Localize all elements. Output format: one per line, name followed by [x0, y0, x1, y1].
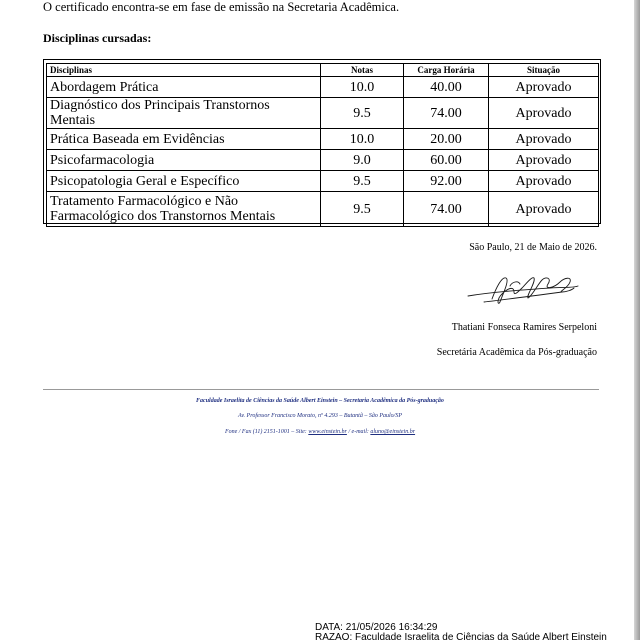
discipline-grade: 10.0	[321, 77, 404, 98]
table-row	[47, 77, 599, 98]
header-situacao: Situação	[489, 64, 599, 77]
signer-office: Secretária Acadêmica da Pós-graduação	[436, 347, 597, 358]
header-carga-horaria: Carga Horária	[404, 64, 489, 77]
discipline-hours: 20.00	[404, 129, 489, 150]
header-notas: Notas	[321, 64, 404, 77]
discipline-status: Aprovado	[489, 150, 599, 171]
discipline-hours: 40.00	[404, 77, 489, 98]
place-and-date: São Paulo, 21 de Maio de 2026.	[469, 242, 597, 253]
discipline-grade: 9.5	[321, 192, 404, 227]
table-row	[47, 171, 599, 192]
discipline-status: Aprovado	[489, 129, 599, 150]
discipline-name: Prática Baseada em Evidências	[47, 129, 321, 150]
signer-name: Thatiani Fonseca Ramires Serpeloni	[451, 322, 597, 333]
discipline-status: Aprovado	[489, 98, 599, 129]
discipline-hours: 92.00	[404, 171, 489, 192]
table-row	[47, 192, 599, 227]
footer-phone: Fone / Fax (11) 2151-1001 – Site:	[224, 429, 309, 435]
digital-signature-reason: RAZAO: Faculdade Israelita de Ciências da Saúde Albert Einstein	[315, 632, 607, 643]
discipline-hours: 60.00	[404, 150, 489, 171]
footer-email-link[interactable]: aluno@einstein.br	[370, 429, 416, 435]
header-disciplinas: Disciplinas	[47, 64, 321, 77]
digital-signature-date: DATA: 21/05/2026 16:34:29	[315, 622, 438, 633]
table-row	[47, 98, 599, 129]
discipline-grade: 9.5	[321, 98, 404, 129]
table-row	[47, 129, 599, 150]
footer-divider	[43, 389, 599, 390]
discipline-status: Aprovado	[489, 171, 599, 192]
handwritten-signature	[462, 266, 582, 310]
grades-table-frame	[43, 59, 601, 224]
page-edge-shadow	[634, 0, 640, 640]
discipline-status: Aprovado	[489, 192, 599, 227]
intro-text: O certificado encontra-se em fase de emissão na Secretaria Acadêmica.	[43, 0, 400, 14]
discipline-name: Abordagem Prática	[47, 77, 321, 98]
discipline-name: Diagnóstico dos Principais Transtornos Mentais	[47, 98, 321, 129]
discipline-grade: 10.0	[321, 129, 404, 150]
discipline-name: Psicopatologia Geral e Específico	[47, 171, 321, 192]
footer-address: Av. Professor Francisco Morato, nº 4.293 – Butantã – São Paulo/SP	[237, 413, 402, 419]
footer-contact	[0, 429, 640, 435]
discipline-grade: 9.0	[321, 150, 404, 171]
discipline-grade: 9.5	[321, 171, 404, 192]
discipline-status: Aprovado	[489, 77, 599, 98]
discipline-hours: 74.00	[404, 192, 489, 227]
section-title: Disciplinas cursadas:	[43, 31, 152, 45]
table-row	[47, 150, 599, 171]
discipline-hours: 74.00	[404, 98, 489, 129]
footer-separator: / e-mail:	[346, 429, 371, 435]
discipline-name: Psicofarmacologia	[47, 150, 321, 171]
discipline-name: Tratamento Farmacológico e Não Farmacológico dos Transtornos Mentais	[47, 192, 321, 227]
footer-institution: Faculdade Israelita de Ciências da Saúde Albert Einstein – Secretaria Acadêmica da Pós-graduação	[196, 398, 444, 404]
table-header-row	[47, 64, 599, 77]
footer-site-link[interactable]: www.einstein.br	[308, 429, 347, 435]
grades-table	[46, 63, 599, 227]
